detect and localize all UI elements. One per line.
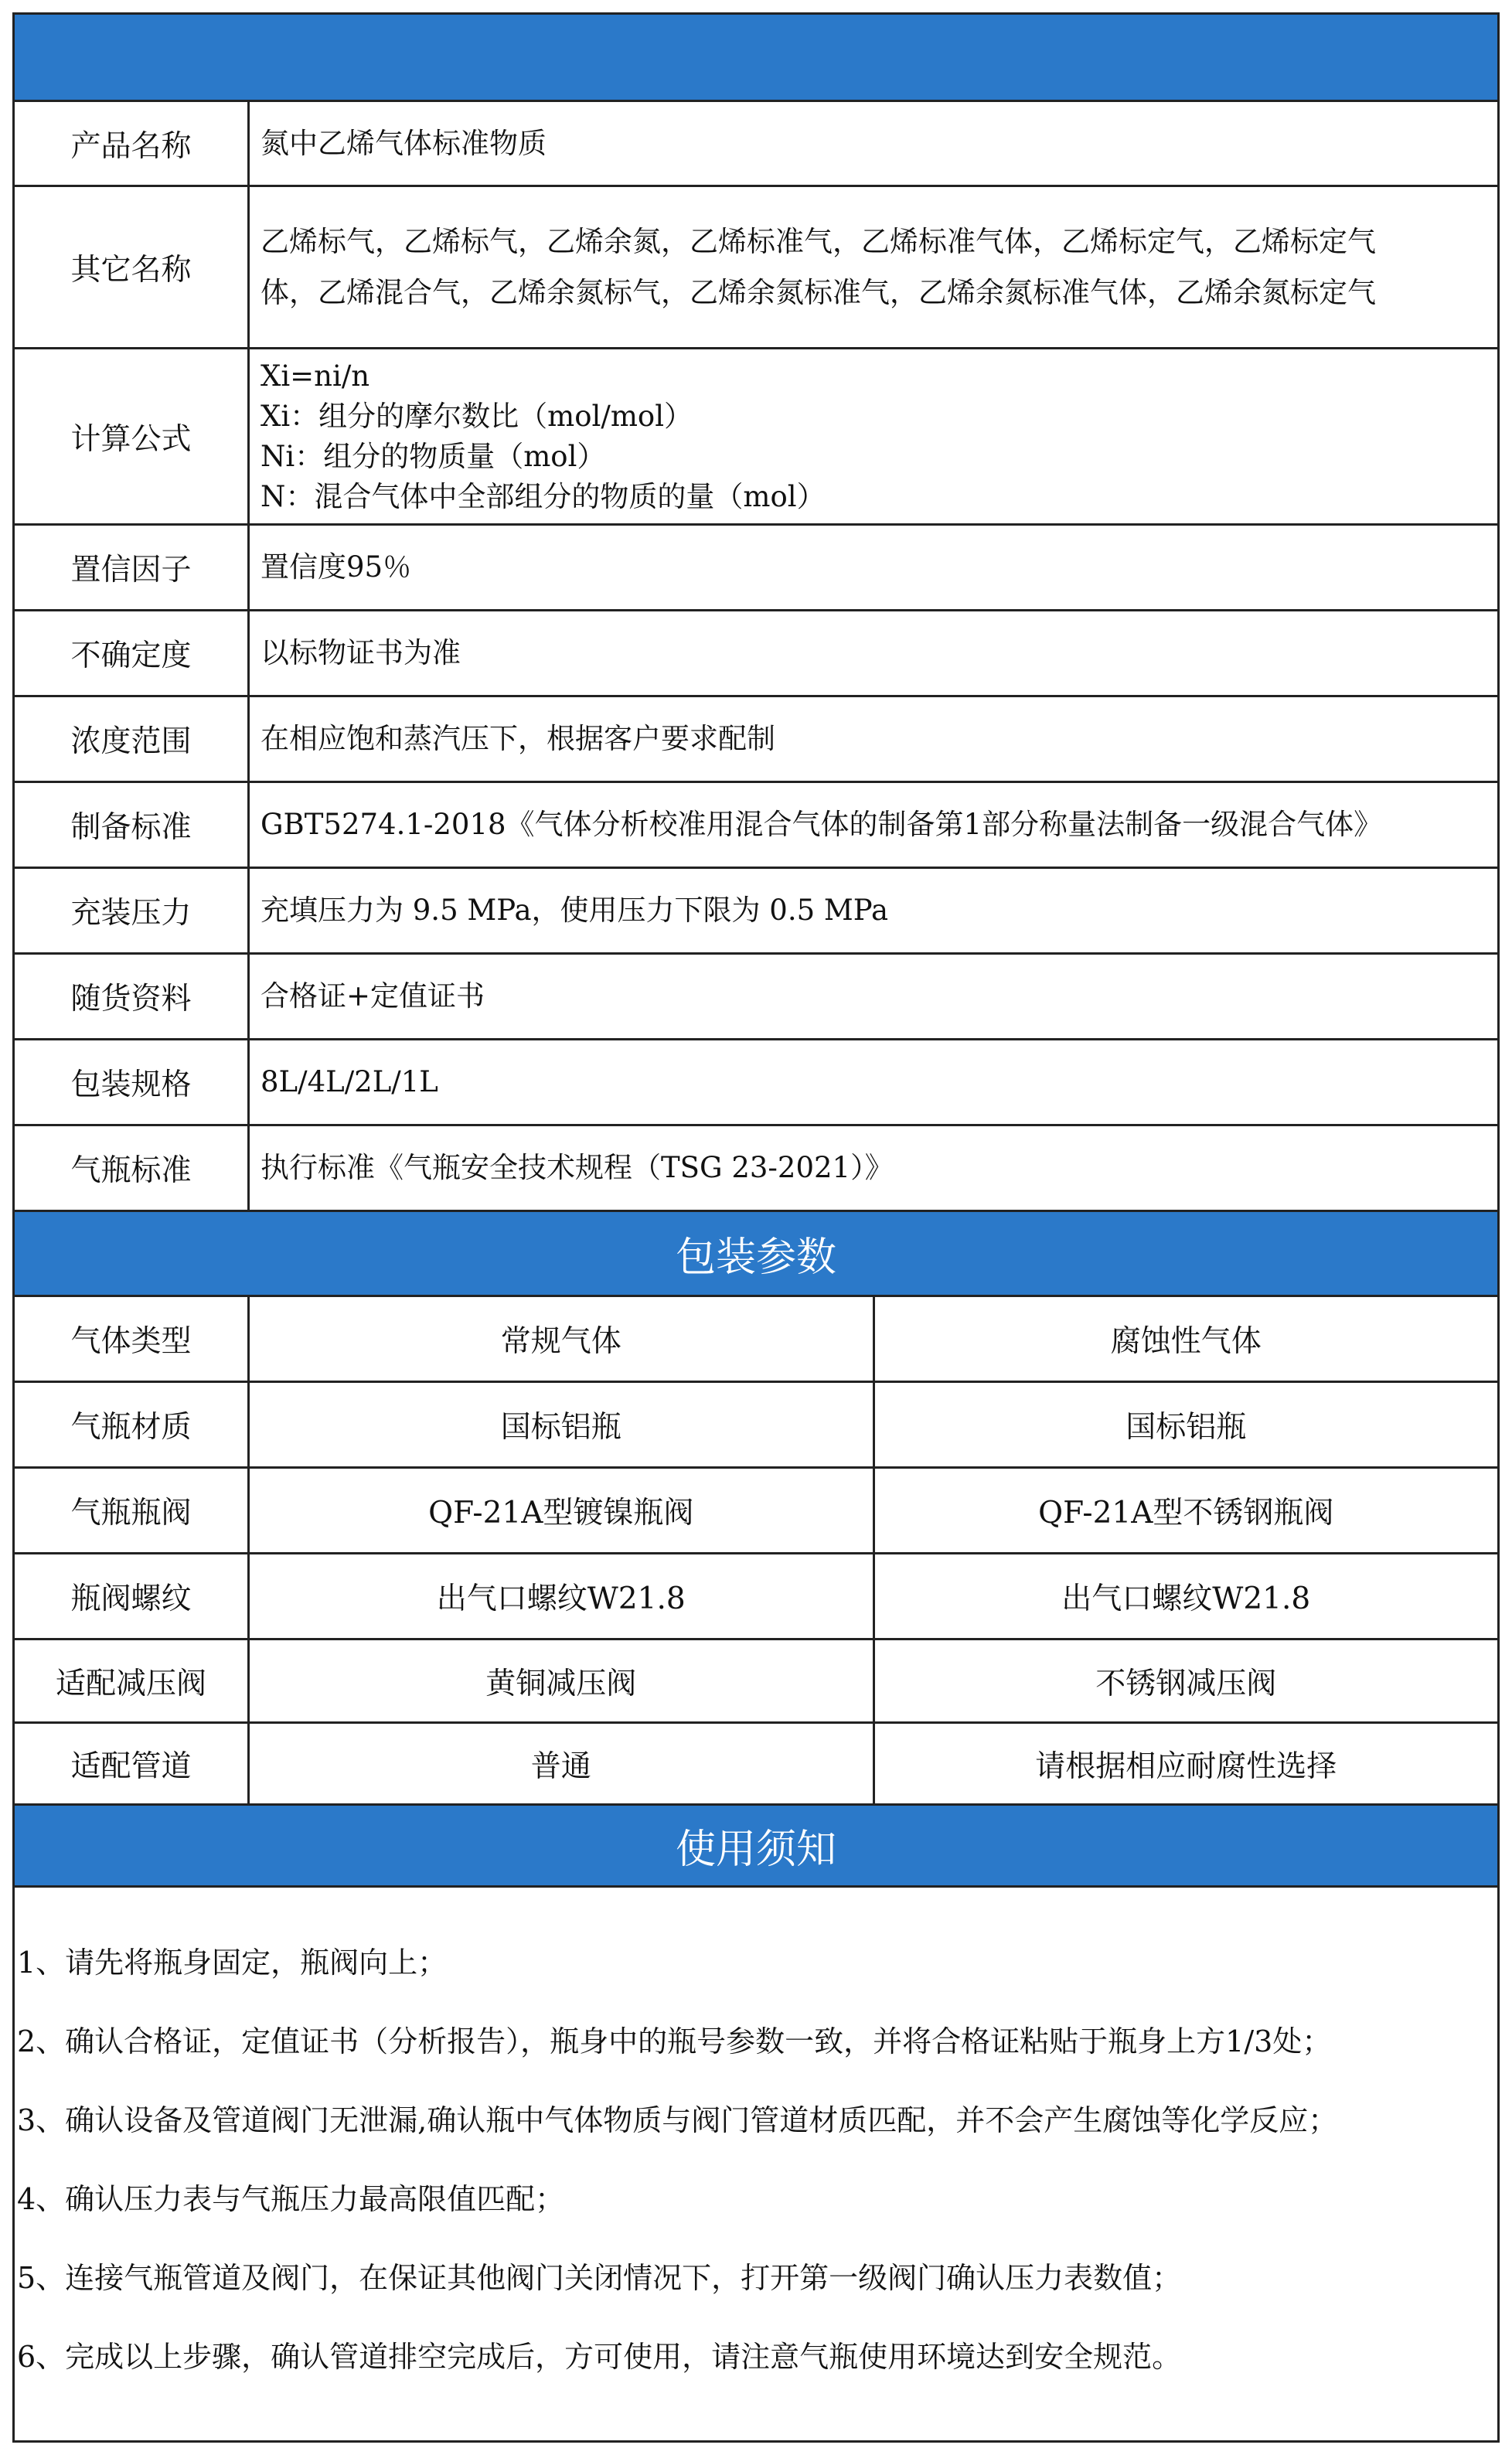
row-label: 产品名称 [15, 102, 250, 185]
packaging-row [12, 1469, 1500, 1554]
packaging-row-label: 适配管道 [15, 1724, 250, 1803]
value-line: N：混合气体中全部组分的物质的量（mol） [261, 479, 826, 513]
value-line: Ni：组分的物质量（mol） [261, 439, 606, 473]
info-row-formula [12, 349, 1500, 526]
row-value [250, 697, 1497, 781]
packaging-cell-corrosive: 国标铝瓶 [873, 1383, 1498, 1466]
header-band [12, 12, 1500, 102]
packaging-cell-regular: 出气口螺纹W21.8 [436, 1582, 686, 1616]
packaging-row-label: 气体类型 [15, 1297, 250, 1381]
row-label: 随货资料 [15, 955, 250, 1038]
packaging-row [12, 1383, 1500, 1469]
usage-note-item: 1、请先将瓶身固定，瓶阀向上； [17, 1946, 448, 1980]
packaging-row [12, 1554, 1500, 1640]
value-line: 氮中乙烯气体标准物质 [261, 126, 547, 160]
row-label: 气瓶标准 [15, 1126, 250, 1210]
value-line: 以标物证书为准 [261, 636, 461, 669]
row-value [250, 526, 1497, 609]
usage-section-title: 使用须知 [12, 1806, 1500, 1888]
packaging-cell-corrosive: 出气口螺纹W21.8 [873, 1554, 1498, 1638]
info-row-pressure [12, 869, 1500, 955]
packaging-row-label: 气瓶瓶阀 [15, 1469, 250, 1552]
packaging-cell-corrosive: 腐蚀性气体 [873, 1297, 1498, 1381]
row-value [250, 783, 1497, 867]
row-value [250, 869, 1497, 952]
row-label: 计算公式 [15, 349, 250, 523]
row-value [250, 102, 1497, 185]
value-line: GBT5274.1-2018《气体分析校准用混合气体的制备第1部分称量法制备一级混合气体》 [261, 808, 1383, 841]
packaging-cell-corrosive: 不锈钢减压阀 [873, 1640, 1498, 1721]
packaging-cell-regular: QF-21A型镀镍瓶阀 [428, 1496, 694, 1531]
row-label: 制备标准 [15, 783, 250, 867]
packaging-row-label: 瓶阀螺纹 [15, 1554, 250, 1638]
info-row-cylinder-standard [12, 1126, 1500, 1212]
packaging-cell-regular: 黄铜减压阀 [485, 1666, 637, 1701]
value-line: 8L/4L/2L/1L [261, 1065, 438, 1098]
packaging-row-label: 气瓶材质 [15, 1383, 250, 1466]
value-line: 充填压力为 9.5 MPa，使用压力下限为 0.5 MPa [261, 894, 889, 927]
row-label: 浓度范围 [15, 697, 250, 781]
row-value [250, 1040, 1497, 1124]
row-label: 充装压力 [15, 869, 250, 952]
value-line: Xi：组分的摩尔数比（mol/mol） [261, 399, 693, 433]
usage-note-item: 4、确认压力表与气瓶压力最高限值匹配； [17, 2182, 565, 2216]
packaging-row [12, 1640, 1500, 1724]
value-line: 在相应饱和蒸汽压下，根据客户要求配制 [261, 722, 775, 755]
packaging-row-label: 适配减压阀 [15, 1640, 250, 1721]
info-row-packaging-size [12, 1040, 1500, 1126]
packaging-row [12, 1724, 1500, 1806]
row-value [250, 611, 1497, 695]
info-row-confidence [12, 526, 1500, 611]
value-line: 体，乙烯混合气，乙烯余氮标气，乙烯余氮标准气，乙烯余氮标准气体，乙烯余氮标定气 [261, 275, 1376, 309]
info-row-other-names [12, 187, 1500, 349]
row-value [250, 1126, 1497, 1210]
packaging-cell-regular: 常规气体 [500, 1324, 621, 1359]
usage-notes [12, 1888, 1500, 2443]
value-line: Xi=ni/n [261, 359, 370, 393]
value-line: 置信度95％ [261, 550, 412, 584]
row-label: 置信因子 [15, 526, 250, 609]
row-value [250, 187, 1497, 347]
info-row-product-name [12, 102, 1500, 187]
usage-note-item: 6、完成以上步骤，确认管道排空完成后，方可使用，请注意气瓶使用环境达到安全规范。 [17, 2340, 1182, 2374]
packaging-cell-regular: 国标铝瓶 [500, 1410, 621, 1445]
value-line: 乙烯标气，乙烯标气，乙烯余氮，乙烯标准气，乙烯标准气体，乙烯标定气，乙烯标定气 [261, 224, 1376, 258]
row-label: 不确定度 [15, 611, 250, 695]
row-label: 其它名称 [15, 187, 250, 347]
info-row-concentration [12, 697, 1500, 783]
usage-note-item: 5、连接气瓶管道及阀门，在保证其他阀门关闭情况下，打开第一级阀门确认压力表数值； [17, 2261, 1182, 2295]
packaging-cell-regular: 普通 [530, 1748, 591, 1784]
info-row-documents [12, 955, 1500, 1040]
packaging-row [12, 1297, 1500, 1383]
packaging-cell-corrosive: QF-21A型不锈钢瓶阀 [873, 1469, 1498, 1552]
usage-note-item: 2、确认合格证，定值证书（分析报告），瓶身中的瓶号参数一致，并将合格证粘贴于瓶身上方1/3处； [17, 2024, 1332, 2058]
value-line: 执行标准《气瓶安全技术规程（TSG 23-2021）》 [261, 1151, 894, 1184]
info-row-uncertainty [12, 611, 1500, 697]
value-line: 合格证+定值证书 [261, 979, 485, 1013]
row-value [250, 955, 1497, 1038]
packaging-cell-corrosive: 请根据相应耐腐性选择 [873, 1724, 1498, 1803]
row-value [250, 349, 1497, 523]
packaging-section-title: 包装参数 [12, 1212, 1500, 1297]
row-label: 包装规格 [15, 1040, 250, 1124]
info-row-standard [12, 783, 1500, 869]
usage-note-item: 3、确认设备及管道阀门无泄漏,确认瓶中气体物质与阀门管道材质匹配，并不会产生腐蚀等化学反应； [17, 2103, 1338, 2137]
